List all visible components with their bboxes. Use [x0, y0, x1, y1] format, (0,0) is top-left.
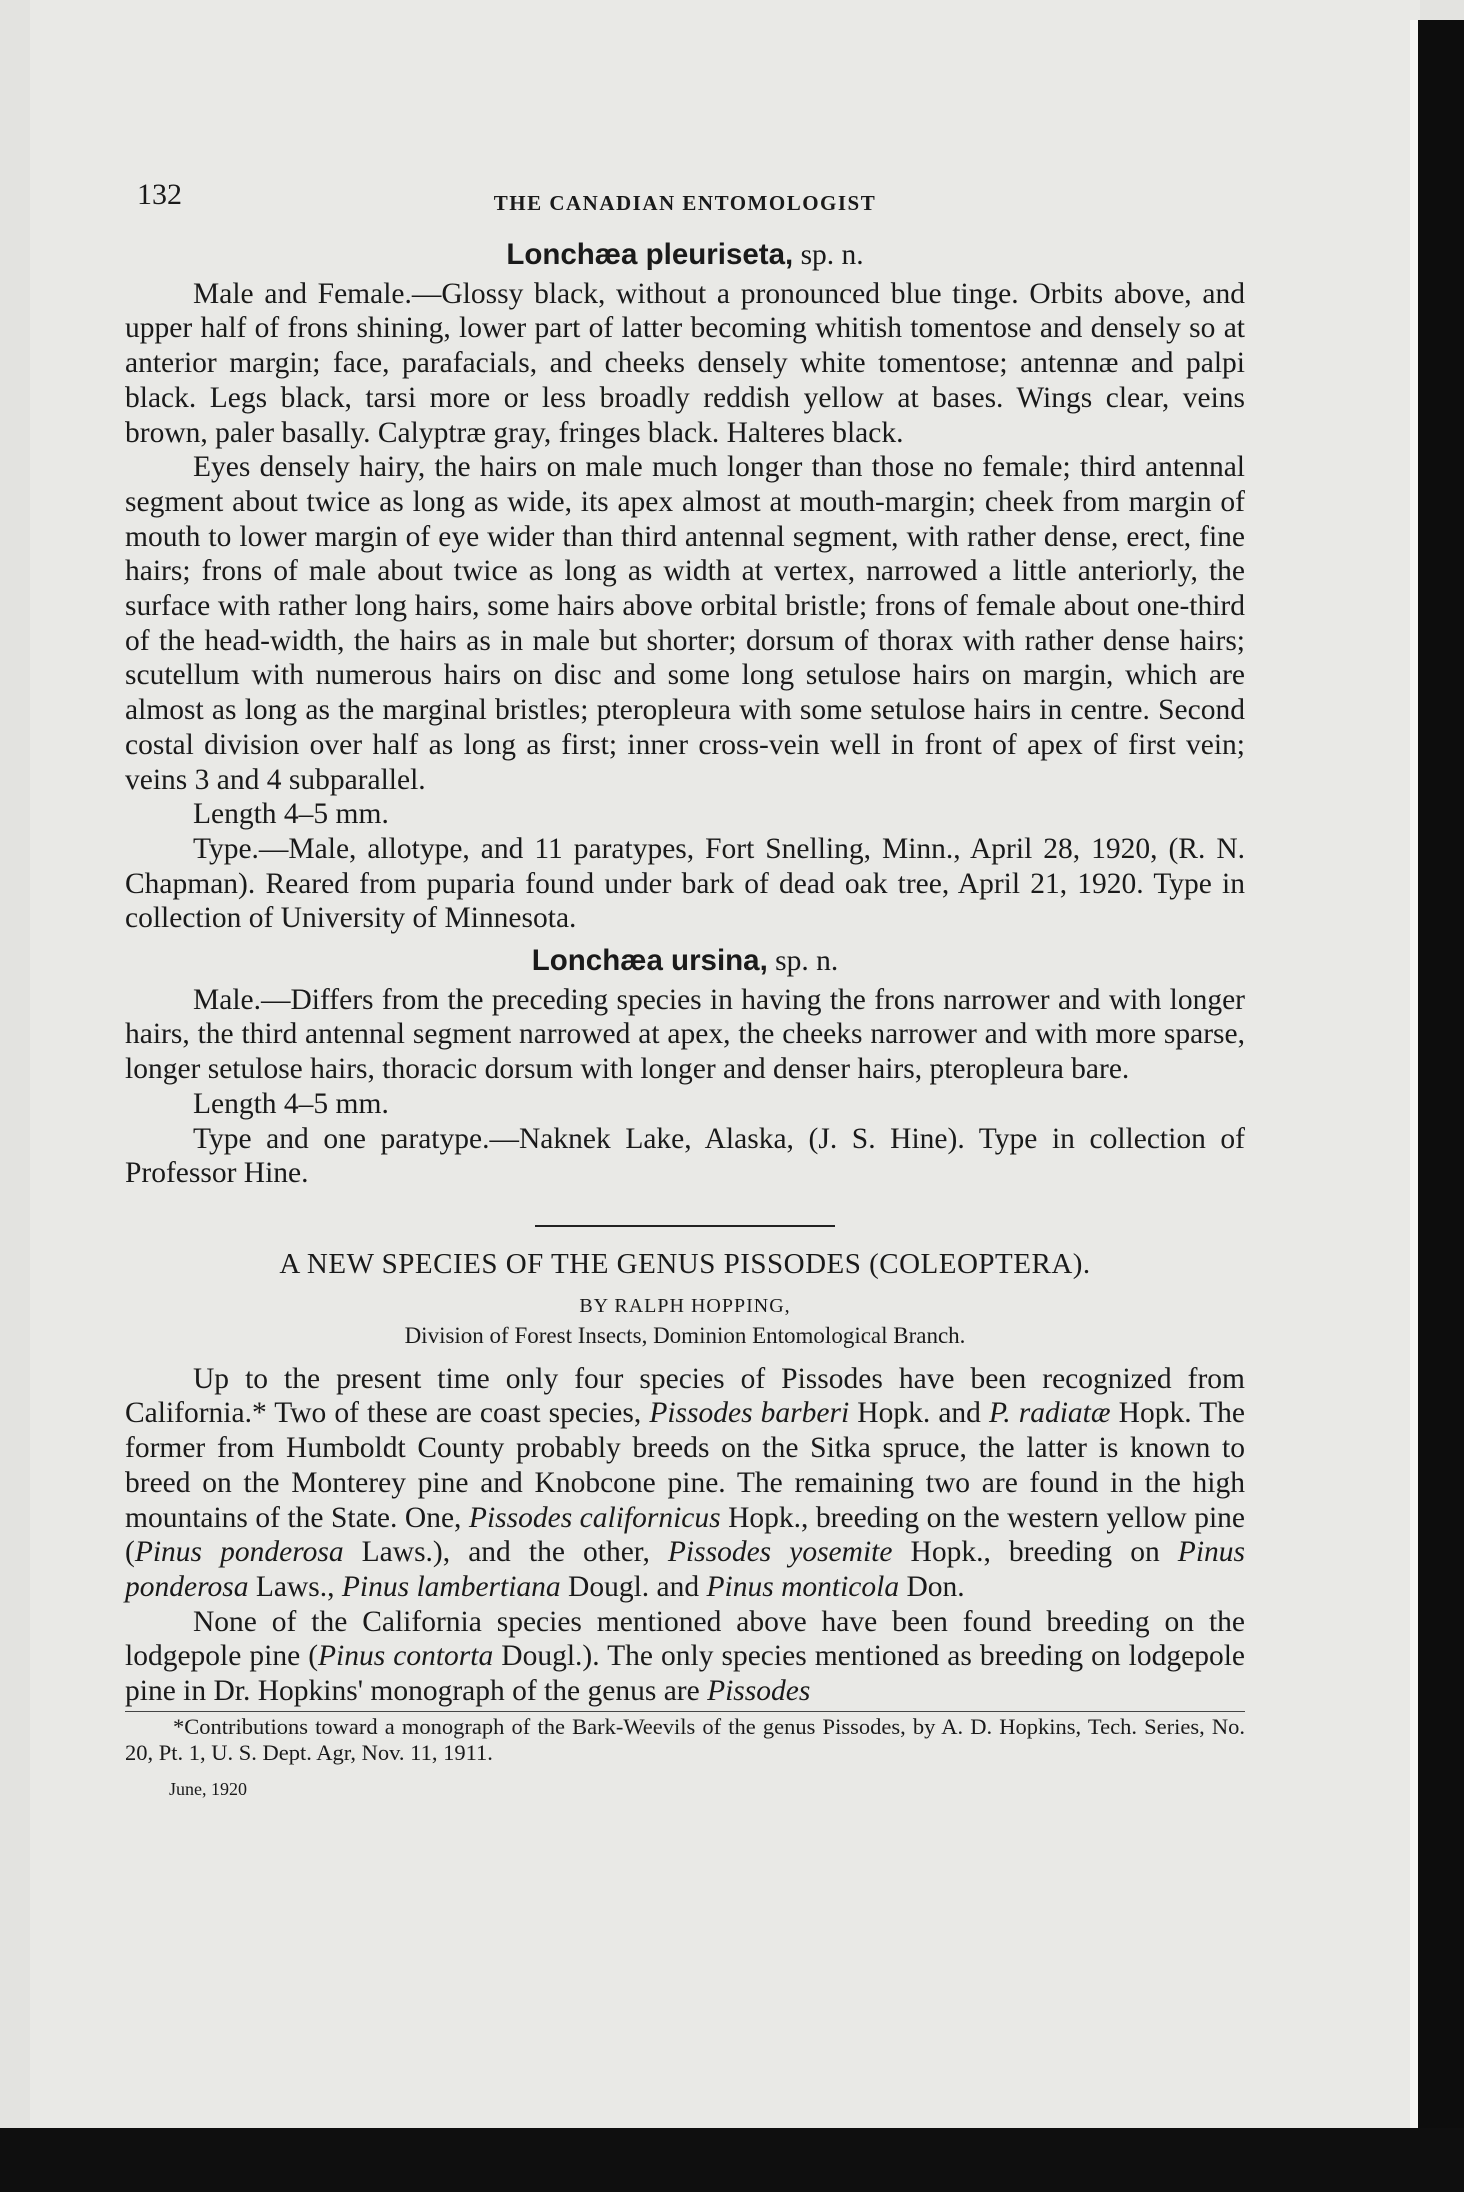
section-divider	[535, 1225, 835, 1227]
species-heading-pleuriseta	[125, 238, 1245, 273]
text-run: Hopk., breeding on	[892, 1536, 1178, 1569]
taxon-name: Pinus contorta	[318, 1640, 494, 1673]
article-paragraph	[125, 1362, 1245, 1605]
species-details: Eyes densely hairy, the hairs on male much longer than those no female; third antennal segment about twice as long as wide, its apex almost at mouth-margin; cheek from margin of mouth to lower margin of eye wider than third antennal segment, with rather dense, erect, fine hairs; frons of male about twice as long as width at vertex, narrowed a little anteriorly, the surface with rather long hairs, some hairs above orbital bristle; frons of female about one-third of the head-width, the hairs as in male but shorter; dorsum of thorax with rather dense hairs; scutellum with numerous hairs on disc and some long setulose hairs on margin, which are almost as long as the marginal bristles; pteropleura with some setulose hairs in centre. Second costal division over half as long as first; inner cross-vein well in front of apex of first vein; veins 3 and 4 subparallel.	[125, 451, 1245, 796]
taxon-name: Pissodes	[707, 1675, 811, 1708]
species-length: Length 4–5 mm.	[193, 798, 389, 831]
taxon-name: P. radiatæ	[989, 1397, 1111, 1430]
text-run: Hopk., breeding on the western yellow pine (	[125, 1501, 1245, 1569]
scan-border-right	[1418, 20, 1464, 2192]
species-type: Type.—Male, allotype, and 11 paratypes, Fort Snelling, Minn., April 28, 1920, (R. N. Chapman). Reared from puparia found under bark of dead oak tree, April 21, 1920. Type in collection of University of Minnesota.	[125, 832, 1245, 935]
taxon-name: Pinus lambertiana	[341, 1570, 561, 1603]
text-run: Don.	[899, 1570, 965, 1603]
page-number: 132	[137, 178, 182, 211]
text-run: Hopk. and	[849, 1397, 990, 1430]
text-run: None of the California species mentioned above have been found breeding on the lodgepole pine (	[125, 1605, 1245, 1673]
species-heading-ursina	[125, 944, 1245, 979]
text-run: Laws.,	[248, 1570, 342, 1603]
journal-title: THE CANADIAN ENTOMOLOGIST	[493, 191, 877, 215]
text-run: Hopk. The former from Humboldt County probably breeds on the Sitka spruce, the latter is known to breed on the Monterey pine and Knobcone pine. The remaining two are found in the high mountains of the State. One,	[125, 1397, 1246, 1534]
species-suffix: sp. n.	[800, 239, 864, 271]
species-length: Length 4–5 mm.	[193, 1087, 389, 1120]
text-run: Laws.), and the other,	[343, 1536, 668, 1569]
taxon-name: Pissodes californicus	[468, 1501, 721, 1534]
text-run: Dougl. and	[560, 1570, 707, 1603]
species-name: Lonchæa pleuriseta,	[506, 238, 794, 271]
issue-date: June, 1920	[169, 1778, 247, 1799]
running-head	[125, 170, 1245, 232]
footnote-text: *Contributions toward a monograph of the Bark-Weevils of the genus Pissodes, by A. D. Hopkins, Tech. Series, No. 20, Pt. 1, U. S. Dept. Agr, Nov. 11, 1911.	[125, 1713, 1245, 1765]
text-run: Dougl.). The only species mentioned as breeding on lodgepole pine in Dr. Hopkins' monograph of the genus are	[125, 1640, 1245, 1708]
species-suffix: sp. n.	[775, 945, 839, 978]
page-edge	[1410, 20, 1418, 2130]
taxon-name: Pinus monticola	[706, 1570, 900, 1603]
footnote	[125, 1714, 1245, 1766]
species-type: Type and one paratype.—Naknek Lake, Alaska, (J. S. Hine). Type in collection of Professor Hine.	[125, 1122, 1245, 1190]
article-affiliation: Division of Forest Insects, Dominion Entomological Branch.	[404, 1322, 966, 1348]
article-paragraph	[125, 1605, 1245, 1712]
page-text	[125, 170, 1245, 1806]
taxon-name: Pissodes barberi	[649, 1397, 850, 1430]
taxon-name: Pinus ponderosa	[125, 1536, 1245, 1603]
taxon-name: Pinus ponderosa	[134, 1536, 344, 1569]
species-description: Male.—Differs from the preceding species in having the frons narrower and with longer hairs, the third antennal segment narrowed at apex, the cheeks narrower and with more sparse, longer setulose hairs, thoracic dorsum with longer and denser hairs, pteropleura bare.	[125, 983, 1245, 1086]
text-run: Up to the present time only four species of Pissodes have been recognized from California.* Two of these are coast species,	[125, 1362, 1245, 1430]
taxon-name: Pissodes yosemite	[667, 1536, 893, 1569]
scan-border-bottom	[0, 2128, 1464, 2192]
article-title: A NEW SPECIES OF THE GENUS PISSODES (COLEOPTERA).	[279, 1247, 1091, 1280]
species-name: Lonchæa ursina,	[531, 944, 768, 978]
article-byline: BY RALPH HOPPING,	[579, 1294, 791, 1317]
species-description: Male and Female.—Glossy black, without a pronounced blue tinge. Orbits above, and upper half of frons shining, lower part of latter becoming whitish tomentose and densely so at anterior margin; face, parafacials, and cheeks densely white tomentose; antennæ and palpi black. Legs black, tarsi more or less broadly reddish yellow at bases. Wings clear, veins brown, paler basally. Calyptræ gray, fringes black. Halteres black.	[125, 277, 1245, 449]
